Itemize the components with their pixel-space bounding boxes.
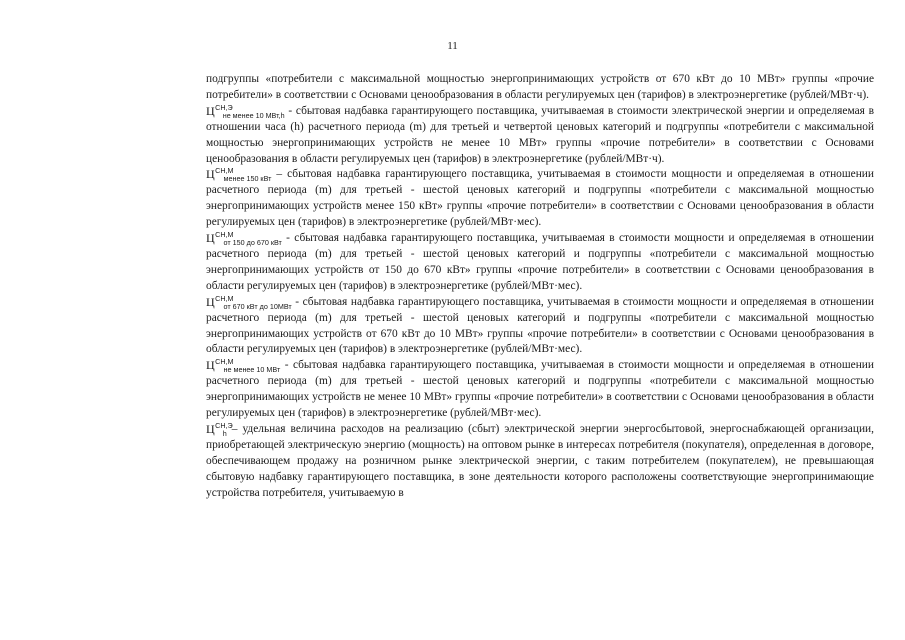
formula-symbol: $Ц^{СН,М}_{от 150 до 670 кВт}$ <box>206 230 282 248</box>
definition-paragraph <box>206 422 874 502</box>
formula-symbol: $Ц^{СН,Э}_{не менее 10 МВт,h}$ <box>206 102 285 120</box>
definition-text: – сбытовая надбавка гарантирующего поставщика, учитываемая в стоимости мощности и определяемая в отношении расчетного периода (m) для третьей - шестой ценовых категорий и подгруппы «потребители с максимальной мощностью энергопринимающих устройств менее 150 кВт» группы «прочие потребители» в соответствии с Основами ценообразования в области регулируемых цен (тарифов) в электроэнергетике (рублей/МВт·мес). <box>206 168 874 229</box>
formula-symbol: $Ц^{СН,М}_{менее 150 кВт}$ <box>206 166 272 184</box>
formula-symbol: $Ц^{СН,Э}_h$ <box>206 420 233 438</box>
definition-paragraph <box>206 231 874 295</box>
definition-text: - сбытовая надбавка гарантирующего поставщика, учитываемая в стоимости мощности и определяемая в отношении расчетного периода (m) для третьей - шестой ценовых категорий и подгруппы «потребители с максимальной мощностью энергопринимающих устройств не менее 10 МВт» группы «прочие потребители» в соответствии с Основами ценообразования в области регулируемых цен (тарифов) в электроэнергетике (рублей/МВт·мес). <box>206 359 874 420</box>
definition-paragraph <box>206 295 874 359</box>
formula-symbol: $Ц^{СН,М}_{от 670 кВт до 10МВт}$ <box>206 293 292 311</box>
definition-text: - сбытовая надбавка гарантирующего поставщика, учитываемая в стоимости мощности и определяемая в отношении расчетного периода (m) для третьей - шестой ценовых категорий и подгруппы «потребители с максимальной мощностью энергопринимающих устройств от 150 до 670 кВт» группы «прочие потребители» в соответствии с Основами ценообразования в области регулируемых цен (тарифов) в электроэнергетике (рублей/МВт·мес). <box>206 232 874 292</box>
definition-paragraph <box>206 358 874 422</box>
definition-text: - сбытовая надбавка гарантирующего поставщика, учитываемая в стоимости мощности и определяемая в отношении расчетного периода (m) для третьей - шестой ценовых категорий и подгруппы «потребители с максимальной мощностью энергопринимающих устройств от 670 кВт до 10 МВт» группы «прочие потребители» в соответствии с Основами ценообразования в области регулируемых цен (тарифов) в электроэнергетике (рублей/МВт·мес). <box>206 295 874 356</box>
page-number: 11 <box>447 40 458 52</box>
definition-text: – удельная величина расходов на реализацию (сбыт) электрической энергии энергосбытовой, энергоснабжающей организации, приобретающей электрическую энергию (мощность) на оптовом рынке в интересах потребителя (покупателя), определенная в договоре, обеспечивающем продажу на розничном рынке электрической энергии, с таким потребителем (покупателем), не превышающая сбытовую надбавку гарантирующего поставщика, в зоне деятельности которого расположены соответствующие энергопринимающие устройства потребителя, учитываемую в <box>206 422 874 499</box>
definition-paragraph <box>206 104 874 168</box>
intro-paragraph: подгруппы «потребители с максимальной мощностью энергопринимающих устройств от 670 кВт до 10 МВт» группы «прочие потребители» в соответствии с Основами ценообразования в области регулируемых цен (тарифов) в электроэнергетике (рублей/МВт·ч). <box>206 73 874 101</box>
definition-paragraph <box>206 167 874 231</box>
formula-symbol: $Ц^{СН,М}_{не менее 10 МВт}$ <box>206 357 281 375</box>
document-body <box>206 72 874 501</box>
definition-text: - сбытовая надбавка гарантирующего поставщика, учитываемая в стоимости электрической энергии и определяемая в отношении часа (h) расчетного периода (m) для третьей и четвертой ценовых категорий и подгруппы «потребители с максимальной мощностью энергопринимающих устройств не менее 10 МВт» группы «прочие потребители» в соответствии с Основами ценообразования в области регулируемых цен (тарифов) в электроэнергетике (рублей/МВт·ч). <box>206 104 874 165</box>
